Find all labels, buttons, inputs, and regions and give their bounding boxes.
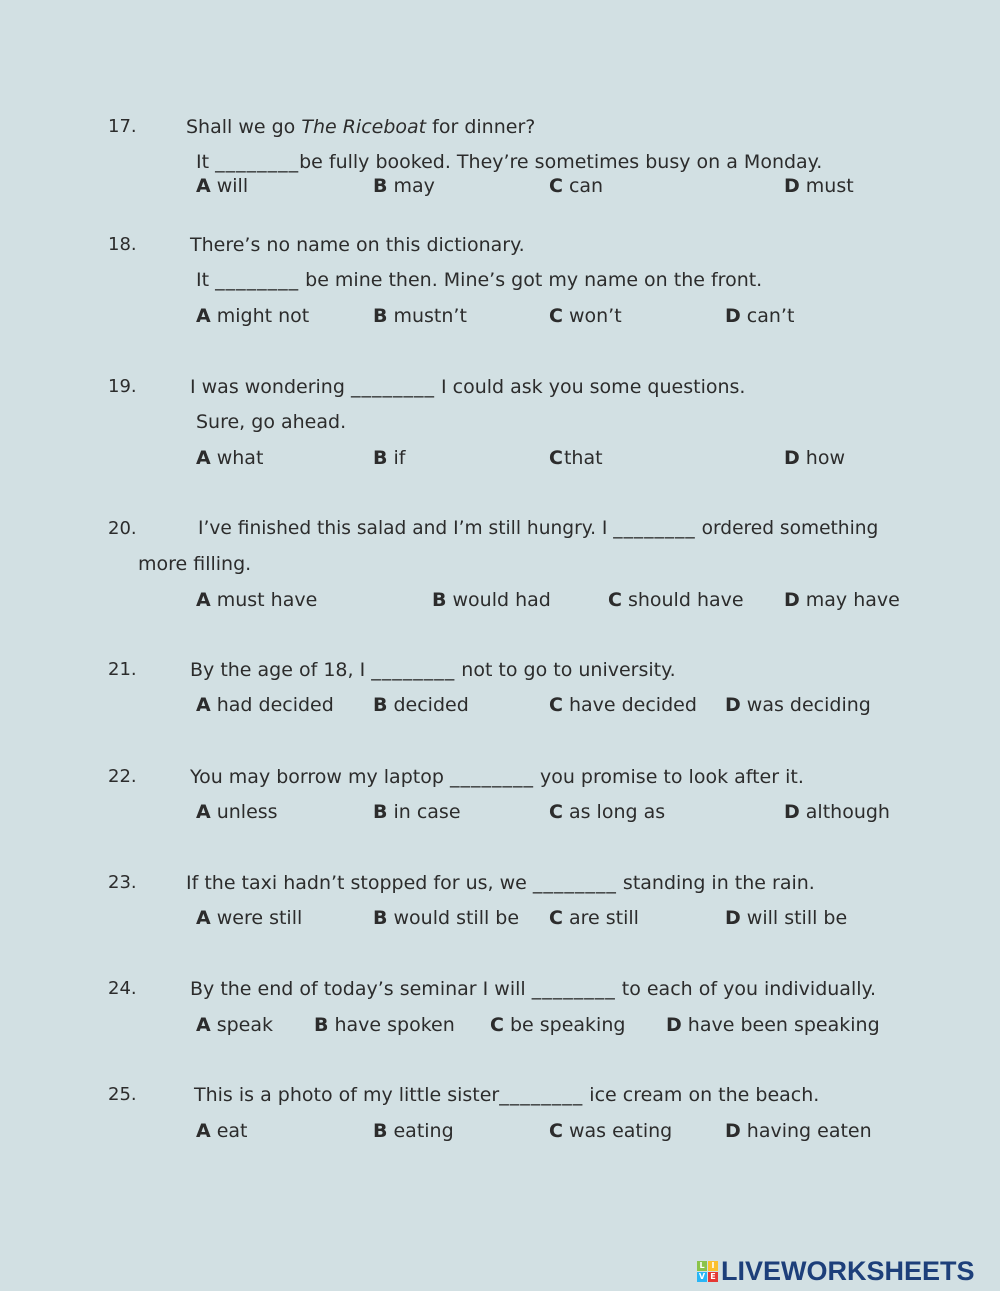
- option-text: eating: [393, 1120, 454, 1142]
- option-text: would had: [452, 589, 551, 611]
- logo-square: L: [697, 1261, 707, 1271]
- option-letter: A: [196, 589, 211, 611]
- sentence-text: standing in the rain.: [616, 872, 815, 894]
- option-letter: D: [725, 694, 741, 716]
- option-text: will: [216, 175, 249, 197]
- option-letter: D: [725, 907, 741, 929]
- answer-blank[interactable]: ________: [613, 518, 696, 539]
- option-c[interactable]: [608, 588, 744, 612]
- option-text: are still: [568, 907, 639, 929]
- option-letter: A: [196, 305, 211, 327]
- question-sentence-continued: more filling.: [138, 553, 252, 575]
- option-text: mustn’t: [393, 305, 467, 327]
- question-number: 17.: [108, 116, 137, 137]
- question-number: 23.: [108, 872, 137, 893]
- option-d[interactable]: [725, 1119, 872, 1143]
- option-text: be speaking: [509, 1014, 626, 1036]
- option-text: must: [805, 175, 854, 197]
- question-number: 25.: [108, 1084, 137, 1105]
- option-d[interactable]: [784, 800, 890, 824]
- option-letter: C: [549, 305, 563, 327]
- option-letter: C: [549, 694, 563, 716]
- question-sentence: [190, 977, 876, 1001]
- question-sentence: [196, 268, 762, 292]
- option-letter: B: [373, 447, 388, 469]
- sentence-text: You may borrow my laptop: [190, 766, 450, 788]
- sentence-text: to each of you individually.: [615, 978, 877, 1000]
- option-c[interactable]: [490, 1013, 625, 1037]
- question-prompt: There’s no name on this dictionary.: [190, 234, 525, 256]
- logo-square: V: [698, 1271, 706, 1281]
- sentence-text: I was wondering: [190, 376, 351, 398]
- logo-square: I: [708, 1261, 718, 1271]
- sentence-text: you promise to look after it.: [533, 766, 804, 788]
- option-a[interactable]: [196, 906, 302, 930]
- prompt-text: Shall we go: [186, 116, 302, 138]
- option-b[interactable]: [373, 800, 461, 824]
- option-text: had decided: [216, 694, 334, 716]
- option-text: would still be: [393, 907, 520, 929]
- option-letter: B: [373, 907, 388, 929]
- option-b[interactable]: [373, 906, 519, 930]
- option-d[interactable]: [784, 446, 845, 470]
- option-text: won’t: [568, 305, 622, 327]
- logo-text: LIVEWORKSHEETS: [721, 1255, 975, 1286]
- option-letter: B: [432, 589, 447, 611]
- option-text: should have: [627, 589, 744, 611]
- option-c[interactable]: [549, 1119, 672, 1143]
- option-letter: B: [373, 305, 388, 327]
- sentence-text: This is a photo of my little sister: [194, 1084, 500, 1106]
- logo-squares-icon: [697, 1261, 718, 1282]
- sentence-text: be mine then. Mine’s got my name on the front.: [299, 269, 763, 291]
- option-letter: C: [549, 801, 563, 823]
- option-b[interactable]: [373, 304, 467, 328]
- option-letter: A: [196, 1120, 211, 1142]
- option-text: can: [568, 175, 604, 197]
- option-text: decided: [393, 694, 469, 716]
- option-b[interactable]: [373, 174, 435, 198]
- sentence-text: I could ask you some questions.: [434, 376, 746, 398]
- option-d[interactable]: [784, 174, 854, 198]
- question-number: 18.: [108, 234, 137, 255]
- sentence-text: By the end of today’s seminar I will: [190, 978, 532, 1000]
- option-letter: B: [373, 175, 388, 197]
- answer-blank[interactable]: ________: [531, 978, 616, 1000]
- option-text: what: [216, 447, 264, 469]
- option-letter: C: [490, 1014, 504, 1036]
- option-a[interactable]: [196, 304, 309, 328]
- option-letter: A: [196, 907, 211, 929]
- option-letter: C: [549, 1120, 563, 1142]
- question-sentence: [194, 1083, 819, 1107]
- question-reply: Sure, go ahead.: [196, 411, 347, 433]
- question-sentence: [198, 517, 878, 541]
- sentence-text: It: [196, 269, 216, 291]
- option-text: have decided: [568, 694, 697, 716]
- option-text: have spoken: [334, 1014, 455, 1036]
- sentence-text: If the taxi hadn’t stopped for us, we: [186, 872, 533, 894]
- option-b[interactable]: [373, 446, 405, 470]
- question-sentence: [190, 375, 745, 399]
- prompt-text: for dinner?: [426, 116, 536, 138]
- option-text: can’t: [746, 305, 795, 327]
- option-b[interactable]: [432, 588, 551, 612]
- sentence-text: be fully booked. They’re sometimes busy on a Monday.: [299, 151, 823, 173]
- option-text: in case: [393, 801, 461, 823]
- option-b[interactable]: [373, 1119, 454, 1143]
- option-c[interactable]: [549, 446, 603, 470]
- option-d[interactable]: [725, 906, 847, 930]
- option-d[interactable]: [725, 693, 871, 717]
- sentence-text: It: [196, 151, 216, 173]
- option-text: must have: [216, 589, 318, 611]
- option-text: will still be: [746, 907, 848, 929]
- option-letter: A: [196, 175, 211, 197]
- option-letter: D: [784, 447, 800, 469]
- question-number: 24.: [108, 978, 137, 999]
- option-letter: C: [549, 907, 563, 929]
- question-number: 21.: [108, 659, 137, 680]
- option-a[interactable]: [196, 693, 334, 717]
- question-sentence: [196, 150, 822, 174]
- option-d[interactable]: [666, 1013, 880, 1037]
- option-text: that: [563, 447, 603, 469]
- sentence-text: By the age of 18, I: [190, 659, 372, 681]
- option-text: were still: [216, 907, 303, 929]
- option-b[interactable]: [373, 693, 469, 717]
- logo-square: E: [708, 1272, 718, 1282]
- option-a[interactable]: [196, 1119, 248, 1143]
- option-letter: D: [784, 589, 800, 611]
- option-text: eat: [216, 1120, 248, 1142]
- option-c[interactable]: [549, 906, 639, 930]
- option-letter: A: [196, 801, 211, 823]
- option-text: although: [805, 801, 890, 823]
- option-d[interactable]: [784, 588, 900, 612]
- option-a[interactable]: [196, 800, 278, 824]
- answer-blank[interactable]: ________: [215, 269, 300, 291]
- sentence-text: ordered something: [695, 518, 879, 539]
- option-text: may have: [805, 589, 900, 611]
- option-text: have been speaking: [687, 1014, 880, 1036]
- option-letter: C: [549, 175, 563, 197]
- option-text: if: [393, 447, 406, 469]
- option-c[interactable]: [549, 304, 622, 328]
- option-letter: D: [784, 801, 800, 823]
- question-prompt: [186, 115, 535, 139]
- option-letter: C: [608, 589, 622, 611]
- option-letter: A: [196, 694, 211, 716]
- question-sentence: [190, 658, 676, 682]
- option-letter: D: [784, 175, 800, 197]
- answer-blank[interactable]: ________: [215, 151, 300, 173]
- option-text: might not: [216, 305, 310, 327]
- option-letter: D: [725, 1120, 741, 1142]
- sentence-text: I’ve finished this salad and I’m still hungry. I: [198, 518, 614, 539]
- question-number: 20.: [108, 518, 137, 539]
- option-letter: B: [314, 1014, 329, 1036]
- liveworksheets-logo: [697, 1256, 975, 1286]
- option-letter: A: [196, 447, 211, 469]
- option-text: may: [393, 175, 435, 197]
- option-d[interactable]: [725, 304, 794, 328]
- option-text: having eaten: [746, 1120, 872, 1142]
- restaurant-name: The Riceboat: [301, 116, 427, 138]
- option-c[interactable]: [549, 174, 603, 198]
- question-sentence: [190, 765, 804, 789]
- option-c[interactable]: [549, 800, 665, 824]
- option-text: how: [805, 447, 845, 469]
- answer-blank[interactable]: ________: [449, 766, 534, 788]
- answer-blank[interactable]: ________: [350, 376, 435, 398]
- sentence-text: ice cream on the beach.: [583, 1084, 820, 1106]
- answer-blank[interactable]: ________: [371, 659, 456, 681]
- question-sentence: [186, 871, 815, 895]
- option-b[interactable]: [314, 1013, 455, 1037]
- option-letter: B: [373, 801, 388, 823]
- option-letter: B: [373, 694, 388, 716]
- option-letter: A: [196, 1014, 211, 1036]
- question-number: 19.: [108, 376, 137, 397]
- option-a[interactable]: [196, 446, 263, 470]
- question-number: 22.: [108, 766, 137, 787]
- option-c[interactable]: [549, 693, 697, 717]
- option-text: was eating: [568, 1120, 673, 1142]
- answer-blank[interactable]: ________: [532, 872, 617, 894]
- option-a[interactable]: [196, 174, 248, 198]
- option-letter: B: [373, 1120, 388, 1142]
- option-letter: D: [725, 305, 741, 327]
- option-a[interactable]: [196, 1013, 273, 1037]
- option-a[interactable]: [196, 588, 317, 612]
- sentence-text: not to go to university.: [455, 659, 676, 681]
- option-text: unless: [216, 801, 278, 823]
- answer-blank[interactable]: ________: [499, 1084, 584, 1106]
- option-letter: C: [549, 447, 563, 469]
- option-text: was deciding: [746, 694, 871, 716]
- option-text: as long as: [568, 801, 666, 823]
- option-text: speak: [216, 1014, 274, 1036]
- option-letter: D: [666, 1014, 682, 1036]
